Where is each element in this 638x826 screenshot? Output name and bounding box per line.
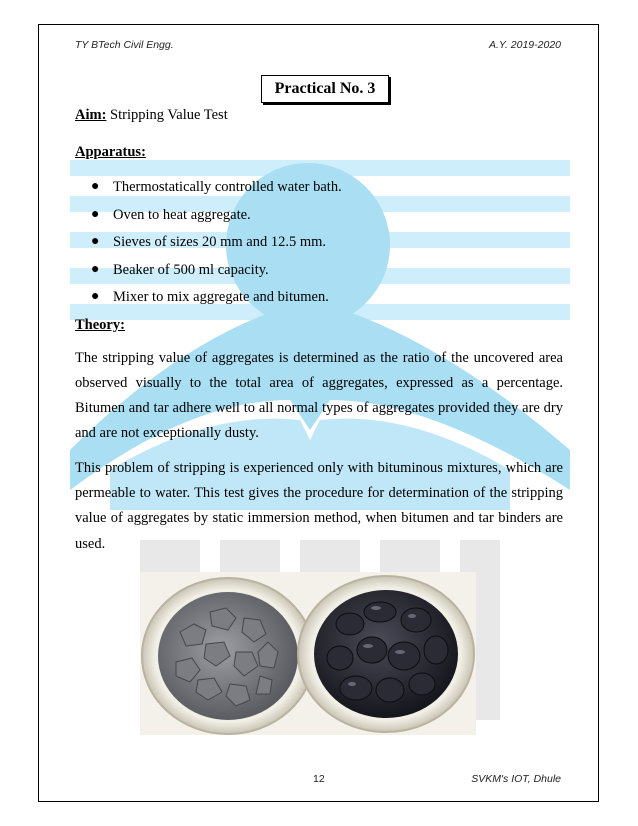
- apparatus-item: [75, 232, 563, 260]
- aim-text: Stripping Value Test: [106, 107, 228, 123]
- apparatus-item-text: Oven to heat aggregate.: [113, 206, 251, 223]
- bullet-icon: ●: [91, 179, 100, 194]
- aim-line: [75, 107, 563, 124]
- aim-label: Aim:: [75, 107, 107, 123]
- header-academic-year: A.Y. 2019-2020: [488, 39, 561, 51]
- apparatus-item: [75, 287, 563, 315]
- aggregate-dishes-photo: [140, 572, 476, 735]
- apparatus-item: [75, 205, 563, 233]
- practical-title: Practical No. 3: [261, 75, 389, 103]
- apparatus-item: [75, 260, 563, 288]
- apparatus-item-text: Mixer to mix aggregate and bitumen.: [113, 289, 329, 305]
- bullet-icon: ●: [91, 206, 100, 222]
- bullet-icon: ●: [91, 289, 100, 304]
- theory-paragraph: The stripping value of aggregates is determined as the ratio of the uncovered area observed visually to the total area of aggregates, expressed as a percentage. Bitumen and tar adhere well to all normal types of aggregates provided they are dry and are not exceptionally dusty.: [75, 349, 563, 442]
- page-number: 12: [313, 773, 325, 785]
- apparatus-item-text: Beaker of 500 ml capacity.: [113, 261, 269, 278]
- document-body: [75, 107, 563, 557]
- bullet-icon: ●: [91, 234, 100, 249]
- apparatus-item: [75, 177, 563, 205]
- apparatus-list: [75, 177, 563, 315]
- bullet-icon: ●: [91, 261, 100, 277]
- header-course: TY BTech Civil Engg.: [75, 39, 174, 51]
- apparatus-item-text: Sieves of sizes 20 mm and 12.5 mm.: [113, 234, 327, 250]
- theory-heading: Theory:: [75, 316, 125, 333]
- apparatus-item-text: Thermostatically controlled water bath.: [113, 179, 342, 195]
- apparatus-heading: Apparatus:: [75, 144, 146, 160]
- theory-paragraph: This problem of stripping is experienced only with bituminous mixtures, which are permeable to water. This test gives the procedure for determination of the stripping value of aggregates by static immersion method, when bitumen and tar binders are used.: [75, 459, 563, 552]
- footer-institute: SVKM's IOT, Dhule: [471, 773, 561, 785]
